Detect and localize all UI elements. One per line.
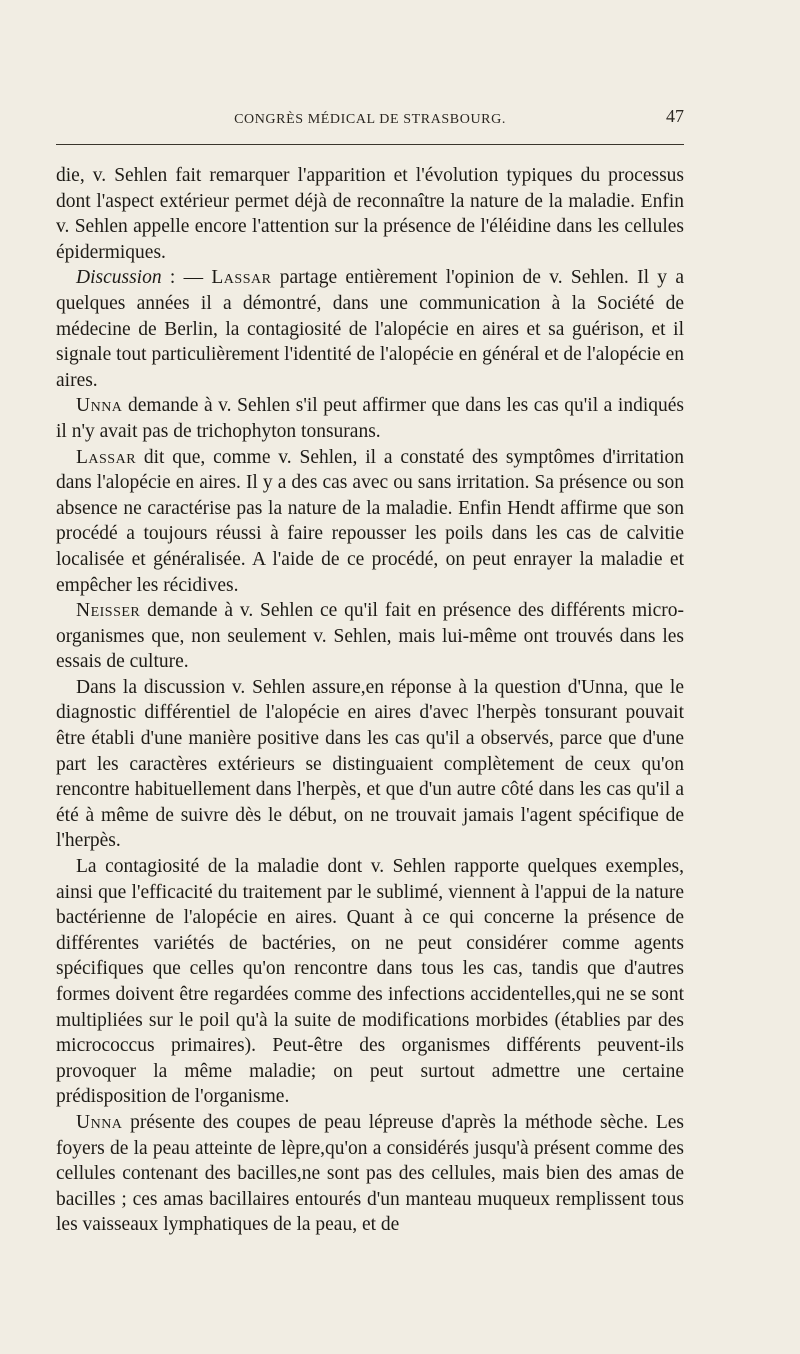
book-page [56,106,684,1238]
running-header [56,106,684,134]
page-number: 47 [666,106,684,126]
paragraph-8-text: présente des coupes de peau lépreuse d'après la méthode sèche. Les foyers de la peau atteinte de lèpre,qu'on a considérés jusqu'à présent comme des cellules contenant des bacilles,ne sont pas des cellules, mais bien des amas de bacilles ; ces amas bacillaires entourés d'un manteau muqueux remplissent tous les vaisseaux lymphatiques de la peau, et de [56,1111,684,1236]
speaker-name: Unna [76,1111,123,1133]
paragraph-4 [56,445,684,599]
speaker-name: Lassar [211,267,272,289]
paragraph-5-text: demande à v. Sehlen ce qu'il fait en présence des différents micro-organismes que, non seulement v. Sehlen, mais lui-même ont trouvés dans les essais de culture. [56,600,684,673]
speaker-name: Lassar [76,446,137,468]
paragraph-3 [56,393,684,444]
speaker-name: Neisser [76,600,141,622]
paragraph-3-text: demande à v. Sehlen s'il peut affirmer que dans les cas qu'il a indiqués il n'y avait pas de trichophyton tonsurans. [56,395,684,442]
paragraph-7: La contagiosité de la maladie dont v. Sehlen rapporte quelques exemples, ainsi que l'efficacité du traitement par le sublimé, viennent à l'appui de la nature bactérienne de l'alopécie en aires. Quant à ce qui concerne la présence de différentes variétés de bactéries, on ne peut considérer comme agents spécifiques que celles qu'on rencontre dans tous les cas, tandis que d'autres formes doivent être regardées comme des infections accidentelles,qui ne se sont multipliées sur le poil qu'à la suite de modifications morbides (établies par des micrococcus primaires). Peut-être des organismes différents peuvent-ils provoquer la même maladie; on peut surtout admettre une certaine prédisposition de l'organisme. [56,856,684,1108]
paragraph-2 [56,265,684,393]
running-title: CONGRÈS MÉDICAL DE STRASBOURG. [234,112,506,127]
paragraph-4-text: dit que, comme v. Sehlen, il a constaté des symptômes d'irritation dans l'alopécie en aires. Il y a des cas avec ou sans irritation. Sa présence ou son absence ne caractérise pas la nature de la maladie. Enfin Hendt affirme que son procédé a toujours réussi à faire repousser les poils dans les cas de calvitie localisée et généralisée. A l'aide de ce procédé, on peut enrayer la maladie et empêcher les récidives. [56,446,684,596]
body-text [56,163,684,1238]
speaker-name: Unna [76,395,123,417]
paragraph-6: Dans la discussion v. Sehlen assure,en réponse à la question d'Unna, que le diagnostic différentiel de l'alopécie en aires d'avec l'herpès tonsurant pouvait être établi d'une manière positive dans les cas qu'il a observés, parce que d'une part les caractères extérieurs se distinguaient complètement de ceux qu'on rencontre habituellement dans l'herpès, et que d'un autre côté dans les cas qu'il a été à même de suivre dès le début, on ne trouvait jamais l'agent spécifique de l'herpès. [56,676,684,852]
discussion-label: Discussion [76,267,162,289]
paragraph-5 [56,598,684,675]
paragraph-8 [56,1110,684,1238]
header-rule [56,144,684,145]
paragraph-2-text: partage entièrement l'opinion de v. Sehlen. Il y a quelques années il a démontré, dans une communication à la Société de médecine de Berlin, la contagiosité de l'alopécie en aires et sa guérison, et il signale tout particulièrement l'identité de l'alopécie en général et de l'alopécie en aires. [56,267,684,391]
paragraph-1: die, v. Sehlen fait remarquer l'apparition et l'évolution typiques du processus dont l'aspect extérieur permet déjà de reconnaître la nature de la maladie. Enfin v. Sehlen appelle encore l'attention sur la présence de l'éléidine dans les cellules épidermiques. [56,165,684,263]
discussion-separator: : — [161,267,212,289]
